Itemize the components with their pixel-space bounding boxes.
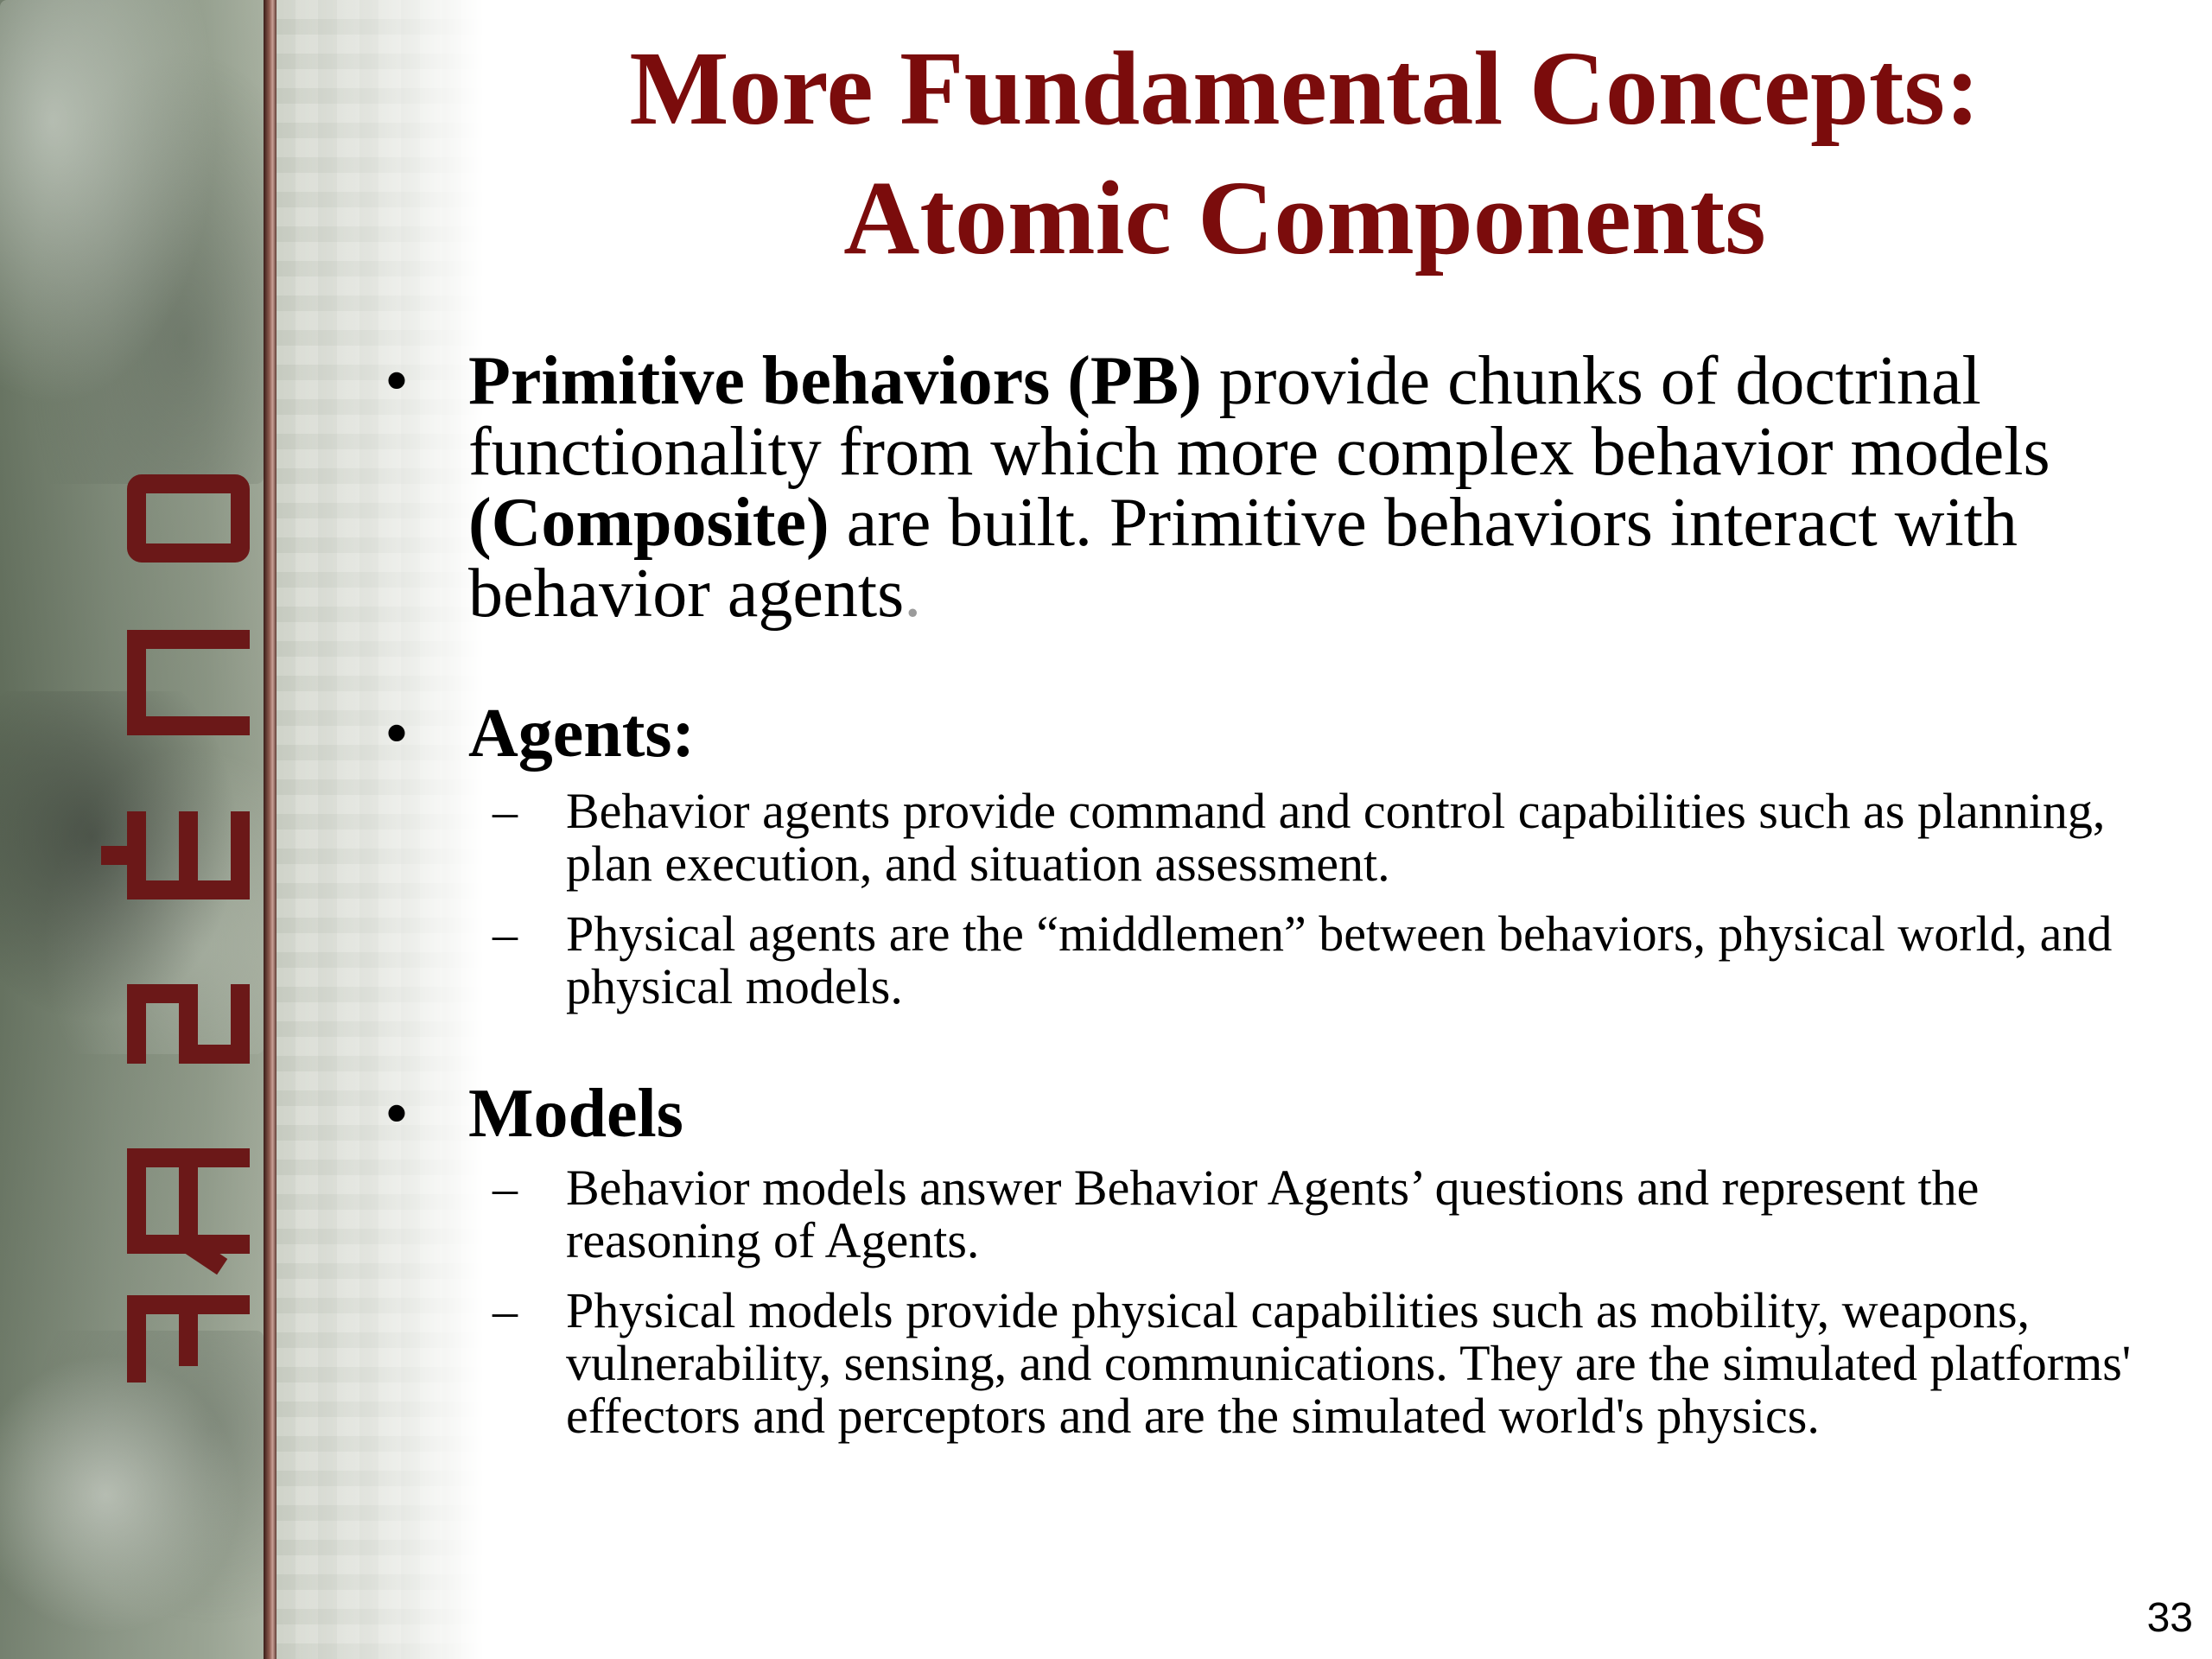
bullet-bold-lead: Primitive behaviors (PB)	[468, 343, 1202, 419]
sidebar-photo-top	[0, 0, 264, 484]
logo-letter-s	[137, 994, 240, 1054]
sub-bullet-text: Behavior agents provide command and control capabilities such as planning, plan execution, and situation assessment.	[566, 783, 2106, 892]
sub-bullet-text: Behavior models answer Behavior Agents’ questions and represent the reasoning of Agents.	[566, 1160, 1980, 1268]
onesaf-logo	[93, 467, 266, 1382]
bullet-primitive-behaviors	[372, 343, 2152, 632]
logo-letter-f	[137, 1305, 240, 1374]
slide-number: 33	[2146, 1595, 2193, 1641]
bullet-text: provide chunks of doctrinal functionality from which more complex behavior models	[468, 343, 2050, 490]
dash-icon: –	[493, 1282, 518, 1338]
logo-letter-e	[111, 821, 240, 890]
bullet-bold-mid: (Composite)	[468, 485, 830, 561]
dash-icon: –	[493, 906, 518, 962]
sub-bullet-behavior-models	[372, 1161, 2152, 1267]
sub-bullet-physical-agents	[372, 907, 2152, 1013]
bullet-heading: Models	[468, 1076, 683, 1152]
bullet-text: are built. Primitive behaviors interact with behavior agents	[468, 485, 2018, 632]
trailing-period: .	[904, 556, 922, 632]
bullet-icon: •	[385, 696, 410, 772]
sub-bullet-behavior-agents	[372, 785, 2152, 890]
bullet-heading: Agents:	[468, 696, 696, 772]
dash-icon: –	[493, 783, 518, 839]
dash-icon: –	[493, 1160, 518, 1216]
sub-bullet-text: Physical agents are the “middlemen” between behaviors, physical world, and physical models.	[566, 906, 2113, 1014]
page-title	[484, 24, 2126, 283]
logo-letter-o	[137, 484, 240, 553]
logo-letter-n	[137, 639, 240, 726]
bullet-agents	[372, 696, 2152, 772]
slide-content	[372, 343, 2152, 1444]
bullet-models	[372, 1076, 2152, 1152]
bullet-icon: •	[385, 1076, 410, 1152]
title-line-2: Atomic Components	[843, 160, 1766, 276]
bullet-icon: •	[385, 343, 410, 419]
sub-bullet-physical-models	[372, 1284, 2152, 1442]
title-line-1: More Fundamental Concepts:	[629, 30, 1980, 147]
logo-letter-a	[137, 1158, 240, 1262]
sub-bullet-text: Physical models provide physical capabilities such as mobility, weapons, vulnerability, sensing, and communications. They are the simulated platforms' effectors and perceptors and are the simulated world's physics.	[566, 1282, 2132, 1444]
